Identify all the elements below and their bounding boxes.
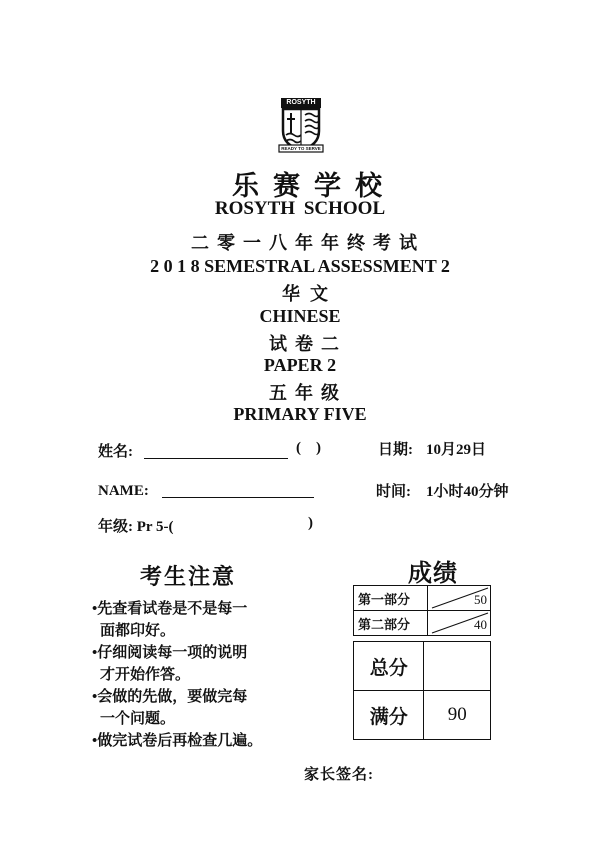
part-one-score-box[interactable] (427, 586, 490, 611)
date-label: 日期: (378, 442, 413, 458)
table-row (354, 642, 491, 691)
note-line: 一个问题。 (100, 711, 176, 727)
part-two-score-box[interactable] (427, 611, 490, 636)
note-line: 才开始作答。 (100, 667, 191, 683)
crest-motto-text: READY TO SERVE (281, 146, 321, 151)
exam-title-english: 2 0 1 8 SEMESTRAL ASSESSMENT 2 (150, 256, 450, 276)
total-value-box[interactable] (424, 642, 491, 691)
part-one-max: 50 (474, 592, 487, 607)
name-en-line[interactable] (162, 497, 314, 498)
note-line: •仔细阅读每一项的说明 (92, 645, 248, 661)
school-name-chinese: 乐赛学校 (232, 171, 396, 201)
subject-chinese: 华文 (282, 284, 338, 304)
class-label: 年级: Pr 5-( (98, 519, 174, 535)
exam-title-chinese: 二零一八年年终考试 (191, 233, 425, 253)
part-two-label: 第二部分 (354, 611, 428, 636)
grade-title: 成绩 (408, 561, 458, 587)
time-value: 1小时40分钟 (426, 484, 509, 500)
subject-english: CHINESE (259, 306, 341, 326)
table-row (354, 586, 491, 611)
table-row (354, 691, 491, 740)
crest-name-text: ROSYTH (286, 99, 316, 106)
paper-chinese: 试卷二 (269, 334, 347, 354)
date-value: 10月29日 (426, 442, 487, 458)
school-crest-logo (277, 97, 325, 153)
total-label: 总分 (354, 642, 424, 691)
name-en-label: NAME: (98, 483, 149, 499)
name-cn-label: 姓名: (98, 444, 133, 460)
notes-list (92, 598, 262, 752)
notes-title: 考生注意 (140, 564, 237, 589)
full-marks-label: 满分 (354, 691, 424, 740)
part-two-max: 40 (474, 617, 487, 632)
level-chinese: 五年级 (269, 383, 347, 403)
class-close-bracket: ) (308, 515, 313, 531)
part-one-label: 第一部分 (354, 586, 428, 611)
full-marks-value: 90 (424, 691, 491, 740)
level-english: PRIMARY FIVE (233, 404, 367, 424)
parent-signature-label: 家长签名: (304, 767, 374, 783)
note-line: •会做的先做，要做完每 (92, 689, 248, 705)
paper-english: PAPER 2 (263, 355, 337, 375)
note-line: •先查看试卷是不是每一 (92, 601, 248, 617)
table-row (354, 611, 491, 636)
school-name-english: ROSYTH SCHOOL (214, 198, 386, 219)
name-cn-line[interactable] (144, 458, 288, 459)
note-line: •做完试卷后再检查几遍。 (92, 733, 263, 749)
note-line: 面都印好。 (100, 623, 176, 639)
name-index-brackets: ( ) (296, 440, 321, 456)
part-score-table (353, 585, 491, 636)
total-score-table (353, 641, 491, 740)
time-label: 时间: (376, 484, 411, 500)
